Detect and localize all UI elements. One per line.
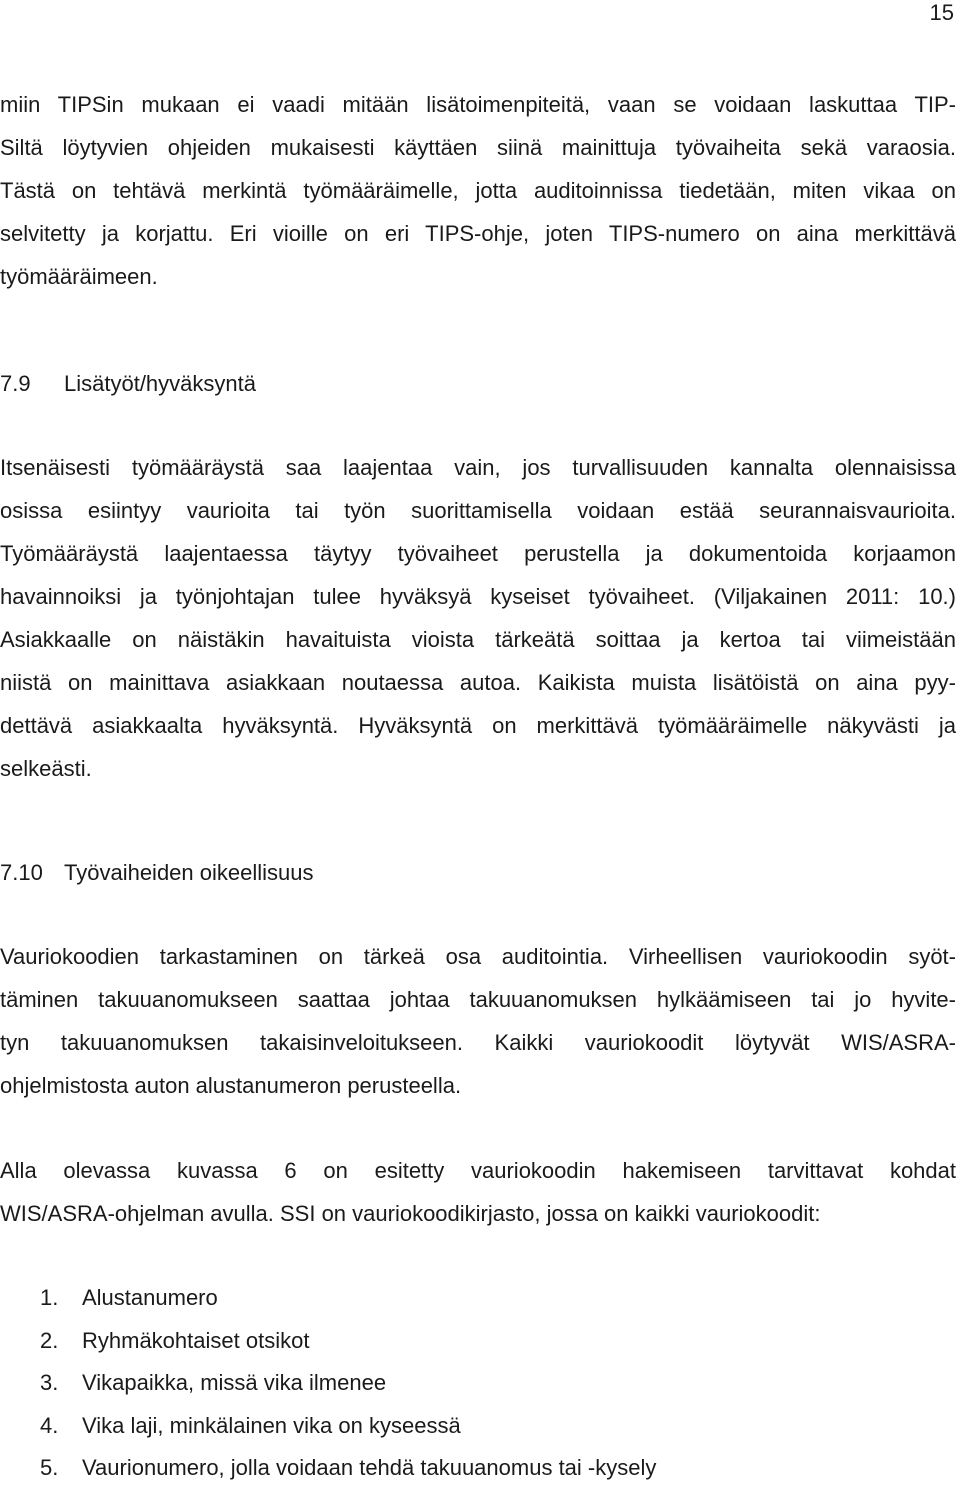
text-line: tyn takuuanomuksen takaisinveloitukseen. Kaikki vauriokoodit löytyvät WIS/ASRA- — [0, 1030, 956, 1055]
list-item-number: 4. — [40, 1412, 59, 1438]
text-line: Siltä löytyvien ohjeiden mukaisesti käyttäen siinä mainittuja työvaiheita sekä varaosia. — [0, 135, 956, 160]
section-7-10-paragraph-2 — [0, 1149, 956, 1235]
list-item — [0, 1405, 956, 1448]
text-line: työmääräimeen. — [0, 264, 158, 289]
section-title: Lisätyöt/hyväksyntä — [64, 371, 256, 396]
intro-paragraph — [0, 83, 956, 298]
vauriokoodi-list — [0, 1277, 956, 1490]
text-line: havainnoiksi ja työnjohtajan tulee hyväksyä kyseiset työvaiheet. (Viljakainen 2011: 10.) — [0, 584, 956, 609]
text-line: selvitetty ja korjattu. Eri vioille on eri TIPS-ohje, joten TIPS-numero on aina merkittävä — [0, 221, 956, 246]
list-item — [0, 1320, 956, 1363]
text-line: osissa esiintyy vaurioita tai työn suorittamisella voidaan estää seurannaisvaurioita. — [0, 498, 956, 523]
text-line: WIS/ASRA-ohjelman avulla. SSI on vauriokoodikirjasto, jossa on kaikki vauriokoodit: — [0, 1201, 821, 1226]
section-number: 7.9 — [0, 371, 31, 396]
list-item — [0, 1277, 956, 1320]
text-line: ohjelmistosta auton alustanumeron perusteella. — [0, 1073, 462, 1098]
list-item — [0, 1362, 956, 1405]
text-line: Alla olevassa kuvassa 6 on esitetty vauriokoodin hakemiseen tarvittavat kohdat — [0, 1158, 956, 1183]
list-item-number: 5. — [40, 1455, 59, 1480]
section-7-9-paragraph — [0, 446, 956, 790]
text-line: Itsenäisesti työmääräystä saa laajentaa vain, jos turvallisuuden kannalta olennaisissa — [0, 455, 956, 480]
section-heading-7-9 — [0, 369, 256, 399]
section-7-10-paragraph-1 — [0, 935, 956, 1107]
text-line: selkeästi. — [0, 756, 92, 781]
text-line: Vauriokoodien tarkastaminen on tärkeä osa auditointia. Virheellisen vauriokoodin syöt- — [0, 944, 956, 969]
text-line: dettävä asiakkaalta hyväksyntä. Hyväksyntä on merkittävä työmääräimelle näkyvästi ja — [0, 713, 956, 738]
list-item — [0, 1447, 956, 1490]
list-item-number: 2. — [40, 1327, 59, 1353]
list-item-text: Alustanumero — [82, 1285, 218, 1310]
text-line: Asiakkaalle on näistäkin havaituista vioista tärkeätä soittaa ja kertoa tai viimeistään — [0, 627, 956, 652]
list-item-text: Ryhmäkohtaiset otsikot — [82, 1327, 310, 1353]
text-line: Työmääräystä laajentaessa täytyy työvaiheet perustella ja dokumentoida korjaamon — [0, 541, 956, 566]
list-item-text: Vikapaikka, missä vika ilmenee — [82, 1370, 387, 1395]
text-line: miin TIPSin mukaan ei vaadi mitään lisätoimenpiteitä, vaan se voidaan laskuttaa TIP- — [0, 92, 956, 117]
section-number: 7.10 — [0, 860, 43, 885]
list-item-number: 1. — [40, 1285, 59, 1310]
section-title: Työvaiheiden oikeellisuus — [64, 860, 314, 885]
section-heading-7-10 — [0, 858, 314, 888]
list-item-text: Vika laji, minkälainen vika on kyseessä — [82, 1412, 461, 1438]
text-line: niistä on mainittava asiakkaan noutaessa autoa. Kaikista muista lisätöistä on aina pyy- — [0, 670, 956, 695]
list-item-number: 3. — [40, 1370, 59, 1395]
list-item-text: Vaurionumero, jolla voidaan tehdä takuuanomus tai -kysely — [82, 1455, 657, 1480]
page-number: 15 — [929, 0, 954, 25]
text-line: täminen takuuanomukseen saattaa johtaa takuuanomuksen hylkäämiseen tai jo hyvite- — [0, 987, 956, 1012]
text-line: Tästä on tehtävä merkintä työmääräimelle, jotta auditoinnissa tiedetään, miten vikaa on — [0, 178, 956, 203]
